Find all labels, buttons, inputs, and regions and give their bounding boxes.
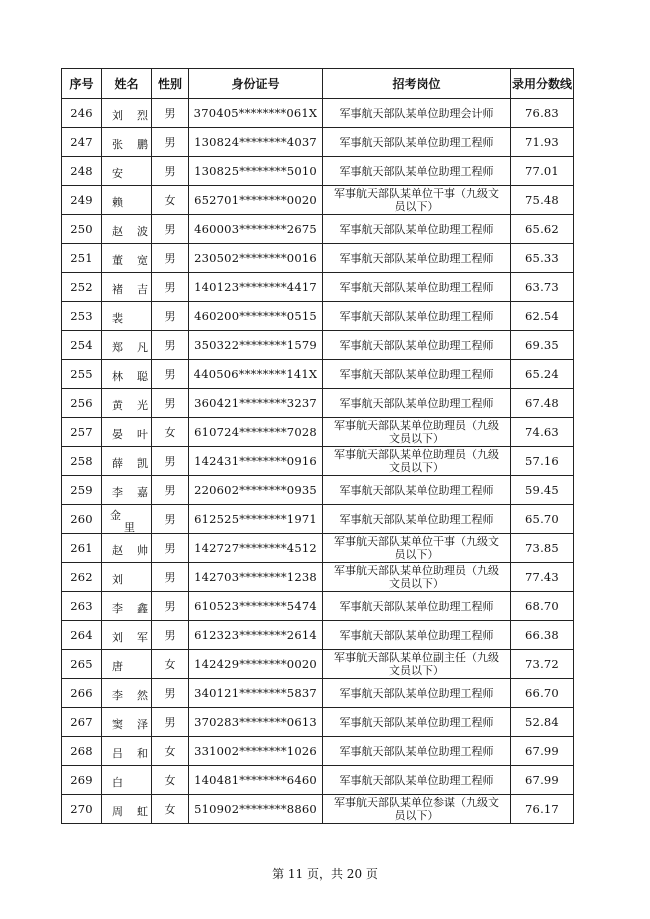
cell-position xyxy=(323,99,511,128)
cell-id-number: 370405********061X xyxy=(189,99,323,128)
name-given: 嘉 xyxy=(137,486,148,499)
cell-name xyxy=(102,592,152,621)
cell-position xyxy=(323,679,511,708)
position-text: 军事航天部队某单位助理员（九级文员以下） xyxy=(334,448,499,474)
table-row xyxy=(62,447,574,476)
cell-score: 74.63 xyxy=(511,418,574,447)
cell-score: 59.45 xyxy=(511,476,574,505)
cell-id-number: 142727********4512 xyxy=(189,534,323,563)
cell-name xyxy=(102,708,152,737)
cell-id-number: 612323********2614 xyxy=(189,621,323,650)
header-name: 姓名 xyxy=(102,69,152,99)
cell-score: 65.62 xyxy=(511,215,574,244)
cell-position xyxy=(323,128,511,157)
cell-gender: 男 xyxy=(152,389,189,418)
name-surname: 褚 xyxy=(112,283,123,296)
name-given: 军 xyxy=(137,631,148,644)
cell-index: 268 xyxy=(62,737,102,766)
cell-index: 259 xyxy=(62,476,102,505)
name-surname: 赵 xyxy=(112,225,123,238)
position-text: 军事航天部队某单位干事（九级文员以下） xyxy=(334,187,499,213)
position-text: 军事航天部队某单位助理员（九级文员以下） xyxy=(334,564,499,590)
cell-gender: 男 xyxy=(152,128,189,157)
cell-score: 66.70 xyxy=(511,679,574,708)
cell-index: 270 xyxy=(62,795,102,824)
cell-position xyxy=(323,621,511,650)
cell-score: 75.48 xyxy=(511,186,574,215)
cell-name xyxy=(102,650,152,679)
name-surname: 赖 xyxy=(112,196,123,209)
cell-id-number: 610724********7028 xyxy=(189,418,323,447)
name-surname: 金 xyxy=(110,509,121,522)
header-position: 招考岗位 xyxy=(323,69,511,99)
cell-id-number: 142703********1238 xyxy=(189,563,323,592)
cell-id-number: 370283********0613 xyxy=(189,708,323,737)
cell-position xyxy=(323,737,511,766)
cell-score: 67.99 xyxy=(511,766,574,795)
cell-id-number: 230502********0016 xyxy=(189,244,323,273)
table-row xyxy=(62,766,574,795)
cell-gender: 男 xyxy=(152,157,189,186)
cell-gender: 男 xyxy=(152,476,189,505)
cell-position xyxy=(323,418,511,447)
cell-score: 63.73 xyxy=(511,273,574,302)
name-surname: 赵 xyxy=(112,544,123,557)
cell-position xyxy=(323,360,511,389)
table-row xyxy=(62,534,574,563)
cell-score: 77.01 xyxy=(511,157,574,186)
table-row xyxy=(62,331,574,360)
position-text: 军事航天部队某单位助理工程师 xyxy=(339,744,494,758)
cell-position xyxy=(323,534,511,563)
cell-name xyxy=(102,244,152,273)
position-text: 军事航天部队某单位助理工程师 xyxy=(339,251,494,265)
cell-gender: 女 xyxy=(152,737,189,766)
cell-id-number: 140123********4417 xyxy=(189,273,323,302)
cell-index: 246 xyxy=(62,99,102,128)
cell-index: 265 xyxy=(62,650,102,679)
cell-position xyxy=(323,563,511,592)
position-text: 军事航天部队某单位助理工程师 xyxy=(339,512,494,526)
cell-position xyxy=(323,708,511,737)
table-row xyxy=(62,99,574,128)
name-given: 光 xyxy=(137,399,148,412)
cell-gender: 男 xyxy=(152,708,189,737)
cell-score: 65.33 xyxy=(511,244,574,273)
cell-index: 247 xyxy=(62,128,102,157)
position-text: 军事航天部队某单位助理工程师 xyxy=(339,715,494,729)
name-surname: 薛 xyxy=(112,457,123,470)
cell-position xyxy=(323,273,511,302)
position-text: 军事航天部队某单位助理工程师 xyxy=(339,773,494,787)
cell-id-number: 440506********141X xyxy=(189,360,323,389)
position-text: 军事航天部队某单位助理工程师 xyxy=(339,396,494,410)
cell-index: 263 xyxy=(62,592,102,621)
table-row xyxy=(62,215,574,244)
position-text: 军事航天部队某单位助理工程师 xyxy=(339,686,494,700)
table-row xyxy=(62,418,574,447)
table-row xyxy=(62,795,574,824)
cell-index: 262 xyxy=(62,563,102,592)
cell-id-number: 612525********1971 xyxy=(189,505,323,534)
position-text: 军事航天部队某单位干事（九级文员以下） xyxy=(334,535,499,561)
cell-id-number: 130824********4037 xyxy=(189,128,323,157)
table-row xyxy=(62,273,574,302)
cell-gender: 男 xyxy=(152,534,189,563)
table-row xyxy=(62,505,574,534)
position-text: 军事航天部队某单位助理工程师 xyxy=(339,135,494,149)
name-surname: 林 xyxy=(112,370,123,383)
position-text: 军事航天部队某单位参谋（九级文员以下） xyxy=(334,796,499,822)
cell-index: 257 xyxy=(62,418,102,447)
name-surname: 张 xyxy=(112,138,123,151)
name-given: 鑫 xyxy=(137,602,148,615)
cell-gender: 男 xyxy=(152,563,189,592)
cell-score: 76.83 xyxy=(511,99,574,128)
position-text: 军事航天部队某单位助理工程师 xyxy=(339,628,494,642)
name-given: 泽 xyxy=(137,718,148,731)
name-surname: 裴 xyxy=(112,312,123,325)
name-surname: 李 xyxy=(112,602,123,615)
cell-score: 62.54 xyxy=(511,302,574,331)
cell-index: 266 xyxy=(62,679,102,708)
table-row xyxy=(62,563,574,592)
position-text: 军事航天部队某单位助理工程师 xyxy=(339,599,494,613)
cell-index: 258 xyxy=(62,447,102,476)
cell-name xyxy=(102,563,152,592)
cell-gender: 男 xyxy=(152,273,189,302)
name-given: 鹏 xyxy=(137,138,148,151)
table-row xyxy=(62,128,574,157)
name-surname: 李 xyxy=(112,486,123,499)
cell-name xyxy=(102,418,152,447)
cell-index: 251 xyxy=(62,244,102,273)
cell-id-number: 340121********5837 xyxy=(189,679,323,708)
cell-position xyxy=(323,592,511,621)
name-given: 虹 xyxy=(137,805,148,818)
header-index: 序号 xyxy=(62,69,102,99)
position-text: 军事航天部队某单位助理会计师 xyxy=(339,106,494,120)
cell-position xyxy=(323,244,511,273)
cell-index: 255 xyxy=(62,360,102,389)
cell-gender: 男 xyxy=(152,505,189,534)
header-score: 录用分数线 xyxy=(511,69,574,99)
name-given: 和 xyxy=(137,747,148,760)
position-text: 军事航天部队某单位助理工程师 xyxy=(339,483,494,497)
cell-position xyxy=(323,476,511,505)
table-row xyxy=(62,476,574,505)
cell-name xyxy=(102,128,152,157)
cell-name xyxy=(102,534,152,563)
table-header-row xyxy=(62,69,574,99)
position-text: 军事航天部队某单位助理工程师 xyxy=(339,164,494,178)
cell-id-number: 331002********1026 xyxy=(189,737,323,766)
table-row xyxy=(62,157,574,186)
name-surname: 窦 xyxy=(112,718,123,731)
cell-score: 67.48 xyxy=(511,389,574,418)
name-surname: 董 xyxy=(112,254,123,267)
cell-name xyxy=(102,215,152,244)
cell-gender: 男 xyxy=(152,331,189,360)
cell-position xyxy=(323,331,511,360)
cell-score: 76.17 xyxy=(511,795,574,824)
cell-id-number: 610523********5474 xyxy=(189,592,323,621)
table-row xyxy=(62,592,574,621)
cell-gender: 男 xyxy=(152,621,189,650)
name-surname: 黄 xyxy=(112,399,123,412)
cell-name xyxy=(102,302,152,331)
name-given: 烈 xyxy=(137,109,148,122)
cell-id-number: 142429********0020 xyxy=(189,650,323,679)
name-given: 然 xyxy=(137,689,148,702)
table-row xyxy=(62,708,574,737)
cell-name xyxy=(102,360,152,389)
cell-name xyxy=(102,621,152,650)
cell-gender: 男 xyxy=(152,244,189,273)
cell-name xyxy=(102,795,152,824)
cell-index: 256 xyxy=(62,389,102,418)
cell-gender: 女 xyxy=(152,766,189,795)
cell-gender: 男 xyxy=(152,215,189,244)
name-surname: 唐 xyxy=(112,660,123,673)
name-surname: 晏 xyxy=(112,428,123,441)
cell-index: 252 xyxy=(62,273,102,302)
position-text: 军事航天部队某单位助理工程师 xyxy=(339,280,494,294)
cell-id-number: 140481********6460 xyxy=(189,766,323,795)
name-surname: 刘 xyxy=(112,631,123,644)
cell-name xyxy=(102,476,152,505)
cell-id-number: 220602********0935 xyxy=(189,476,323,505)
cell-gender: 女 xyxy=(152,186,189,215)
name-surname: 李 xyxy=(112,689,123,702)
name-surname: 白 xyxy=(112,776,123,789)
table-row xyxy=(62,621,574,650)
position-text: 军事航天部队某单位助理员（九级文员以下） xyxy=(334,419,499,445)
cell-score: 66.38 xyxy=(511,621,574,650)
name-given: 宽 xyxy=(137,254,148,267)
cell-gender: 女 xyxy=(152,795,189,824)
cell-index: 250 xyxy=(62,215,102,244)
cell-position xyxy=(323,650,511,679)
cell-name xyxy=(102,273,152,302)
table-row xyxy=(62,360,574,389)
cell-gender: 女 xyxy=(152,650,189,679)
cell-gender: 男 xyxy=(152,679,189,708)
cell-name xyxy=(102,157,152,186)
recruitment-table xyxy=(61,68,574,824)
cell-score: 65.24 xyxy=(511,360,574,389)
cell-gender: 男 xyxy=(152,99,189,128)
cell-score: 67.99 xyxy=(511,737,574,766)
cell-name xyxy=(102,505,152,534)
name-given: 叶 xyxy=(137,428,148,441)
position-text: 军事航天部队某单位助理工程师 xyxy=(339,309,494,323)
table-row xyxy=(62,389,574,418)
cell-position xyxy=(323,157,511,186)
cell-id-number: 460003********2675 xyxy=(189,215,323,244)
cell-gender: 男 xyxy=(152,592,189,621)
cell-id-number: 350322********1579 xyxy=(189,331,323,360)
cell-position xyxy=(323,766,511,795)
cell-position xyxy=(323,302,511,331)
cell-id-number: 510902********8860 xyxy=(189,795,323,824)
cell-index: 269 xyxy=(62,766,102,795)
header-gender: 性别 xyxy=(152,69,189,99)
cell-index: 261 xyxy=(62,534,102,563)
cell-name xyxy=(102,186,152,215)
name-given: 凯 xyxy=(137,457,148,470)
cell-index: 249 xyxy=(62,186,102,215)
cell-score: 52.84 xyxy=(511,708,574,737)
cell-score: 68.70 xyxy=(511,592,574,621)
name-surname: 刘 xyxy=(112,573,123,586)
cell-gender: 男 xyxy=(152,360,189,389)
name-surname: 安 xyxy=(112,167,123,180)
cell-id-number: 142431********0916 xyxy=(189,447,323,476)
cell-name xyxy=(102,679,152,708)
position-text: 军事航天部队某单位助理工程师 xyxy=(339,367,494,381)
cell-score: 71.93 xyxy=(511,128,574,157)
name-given: 里 xyxy=(124,521,135,534)
table-body xyxy=(62,99,574,824)
cell-index: 260 xyxy=(62,505,102,534)
table-row xyxy=(62,244,574,273)
cell-id-number: 360421********3237 xyxy=(189,389,323,418)
name-surname: 刘 xyxy=(112,109,123,122)
cell-id-number: 130825********5010 xyxy=(189,157,323,186)
table-row xyxy=(62,186,574,215)
name-given: 聪 xyxy=(137,370,148,383)
cell-gender: 男 xyxy=(152,302,189,331)
cell-id-number: 460200********0515 xyxy=(189,302,323,331)
cell-score: 65.70 xyxy=(511,505,574,534)
cell-name xyxy=(102,737,152,766)
name-surname: 吕 xyxy=(112,747,123,760)
cell-gender: 男 xyxy=(152,447,189,476)
cell-name xyxy=(102,331,152,360)
name-given: 凡 xyxy=(137,341,148,354)
name-given: 波 xyxy=(137,225,148,238)
cell-index: 248 xyxy=(62,157,102,186)
cell-score: 73.72 xyxy=(511,650,574,679)
cell-name xyxy=(102,389,152,418)
table-row xyxy=(62,679,574,708)
name-given: 帅 xyxy=(137,544,148,557)
page-footer: 第 11 页，共 20 页 xyxy=(272,867,378,881)
cell-id-number: 652701********0020 xyxy=(189,186,323,215)
cell-score: 69.35 xyxy=(511,331,574,360)
cell-position xyxy=(323,505,511,534)
cell-index: 253 xyxy=(62,302,102,331)
name-given: 吉 xyxy=(137,283,148,296)
cell-index: 264 xyxy=(62,621,102,650)
cell-score: 73.85 xyxy=(511,534,574,563)
cell-index: 254 xyxy=(62,331,102,360)
table-row xyxy=(62,650,574,679)
table-row xyxy=(62,737,574,766)
cell-name xyxy=(102,99,152,128)
cell-position xyxy=(323,447,511,476)
name-surname: 周 xyxy=(112,805,123,818)
cell-name xyxy=(102,447,152,476)
position-text: 军事航天部队某单位副主任（九级文员以下） xyxy=(334,651,499,677)
position-text: 军事航天部队某单位助理工程师 xyxy=(339,338,494,352)
cell-name xyxy=(102,766,152,795)
cell-gender: 女 xyxy=(152,418,189,447)
table-row xyxy=(62,302,574,331)
cell-position xyxy=(323,186,511,215)
cell-index: 267 xyxy=(62,708,102,737)
name-surname: 郑 xyxy=(112,341,123,354)
cell-position xyxy=(323,215,511,244)
position-text: 军事航天部队某单位助理工程师 xyxy=(339,222,494,236)
header-id-number: 身份证号 xyxy=(189,69,323,99)
cell-position xyxy=(323,795,511,824)
cell-position xyxy=(323,389,511,418)
cell-score: 77.43 xyxy=(511,563,574,592)
cell-score: 57.16 xyxy=(511,447,574,476)
